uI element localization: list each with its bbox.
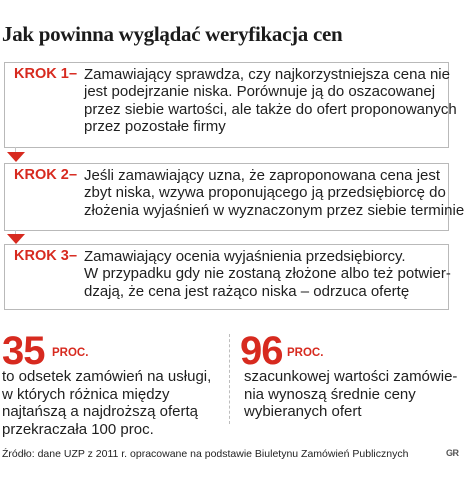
- stat-1-line: przekraczała 100 proc.: [2, 420, 154, 438]
- stat-1-line: to odsetek zamówień na usługi,: [2, 368, 212, 385]
- step-2-label: KROK 2: [14, 167, 69, 183]
- stat-2-line: wybieranych ofert: [244, 403, 362, 421]
- step-3-line: Zamawiający ocenia wyjaśnienia przedsiębiorcy.: [84, 248, 406, 265]
- step-1-line: przez siebie wartości, ale także do ofert proponowanych: [84, 100, 457, 118]
- step-3-line: dzają, że cena jest rażąco niska – odrzuca ofertę: [84, 282, 410, 300]
- step-2-line: złożenia wyjaśnień w wyznaczonym przez siebie terminie: [84, 201, 465, 219]
- stat-1-unit: PROC.: [52, 347, 89, 359]
- step-1-label: KROK 1: [14, 66, 69, 82]
- step-3-dash: –: [69, 248, 78, 264]
- stat-1-value: 35: [2, 329, 45, 373]
- stat-1-description: [2, 368, 211, 438]
- step-1-line: jest podejrzanie niska. Porównuje ją do oszacowanej: [84, 83, 436, 101]
- stat-1-line: najtańszą a najdroższą ofertą: [2, 403, 198, 421]
- down-arrow-icon: [7, 152, 25, 162]
- step-2-line: Jeśli zamawiający uzna, że zaproponowana cena jest: [84, 167, 441, 184]
- step-2-box: [4, 163, 465, 231]
- publisher-logo: GR: [446, 448, 459, 458]
- step-1-dash: –: [69, 66, 78, 82]
- step-2-line: zbyt niska, wzywa proponującego ją przedsiębiorcę do: [84, 184, 446, 202]
- down-arrow-icon: [7, 234, 25, 244]
- stat-2-line: szacunkowej wartości zamówie-: [244, 368, 458, 385]
- stat-2-value: 96: [240, 329, 283, 373]
- step-1-text: [84, 66, 457, 136]
- stat-1-line: w których różnica między: [2, 385, 170, 403]
- step-3-text: [84, 248, 451, 300]
- step-2-dash: –: [69, 167, 78, 183]
- infographic-title: Jak powinna wyglądać weryfikacja cen: [2, 22, 343, 46]
- source-note: Źródło: dane UZP z 2011 r. opracowane na podstawie Biuletynu Zamówień Publicznych: [2, 448, 409, 460]
- stat-2-line: nia wynoszą średnie ceny: [244, 385, 416, 403]
- stat-2-unit: PROC.: [287, 347, 324, 359]
- stat-2-description: [244, 368, 457, 421]
- step-1-line: Zamawiający sprawdza, czy najkorzystniejsza cena nie: [84, 66, 450, 83]
- step-3-line: W przypadku gdy nie zostaną złożone albo też potwier-: [84, 265, 451, 283]
- step-2-text: [84, 167, 465, 219]
- step-1-line: przez pozostałe firmy: [84, 118, 226, 136]
- step-1-box: [4, 62, 457, 148]
- step-3-label: KROK 3: [14, 248, 69, 264]
- stats-divider: [229, 334, 230, 424]
- step-3-box: [4, 244, 449, 310]
